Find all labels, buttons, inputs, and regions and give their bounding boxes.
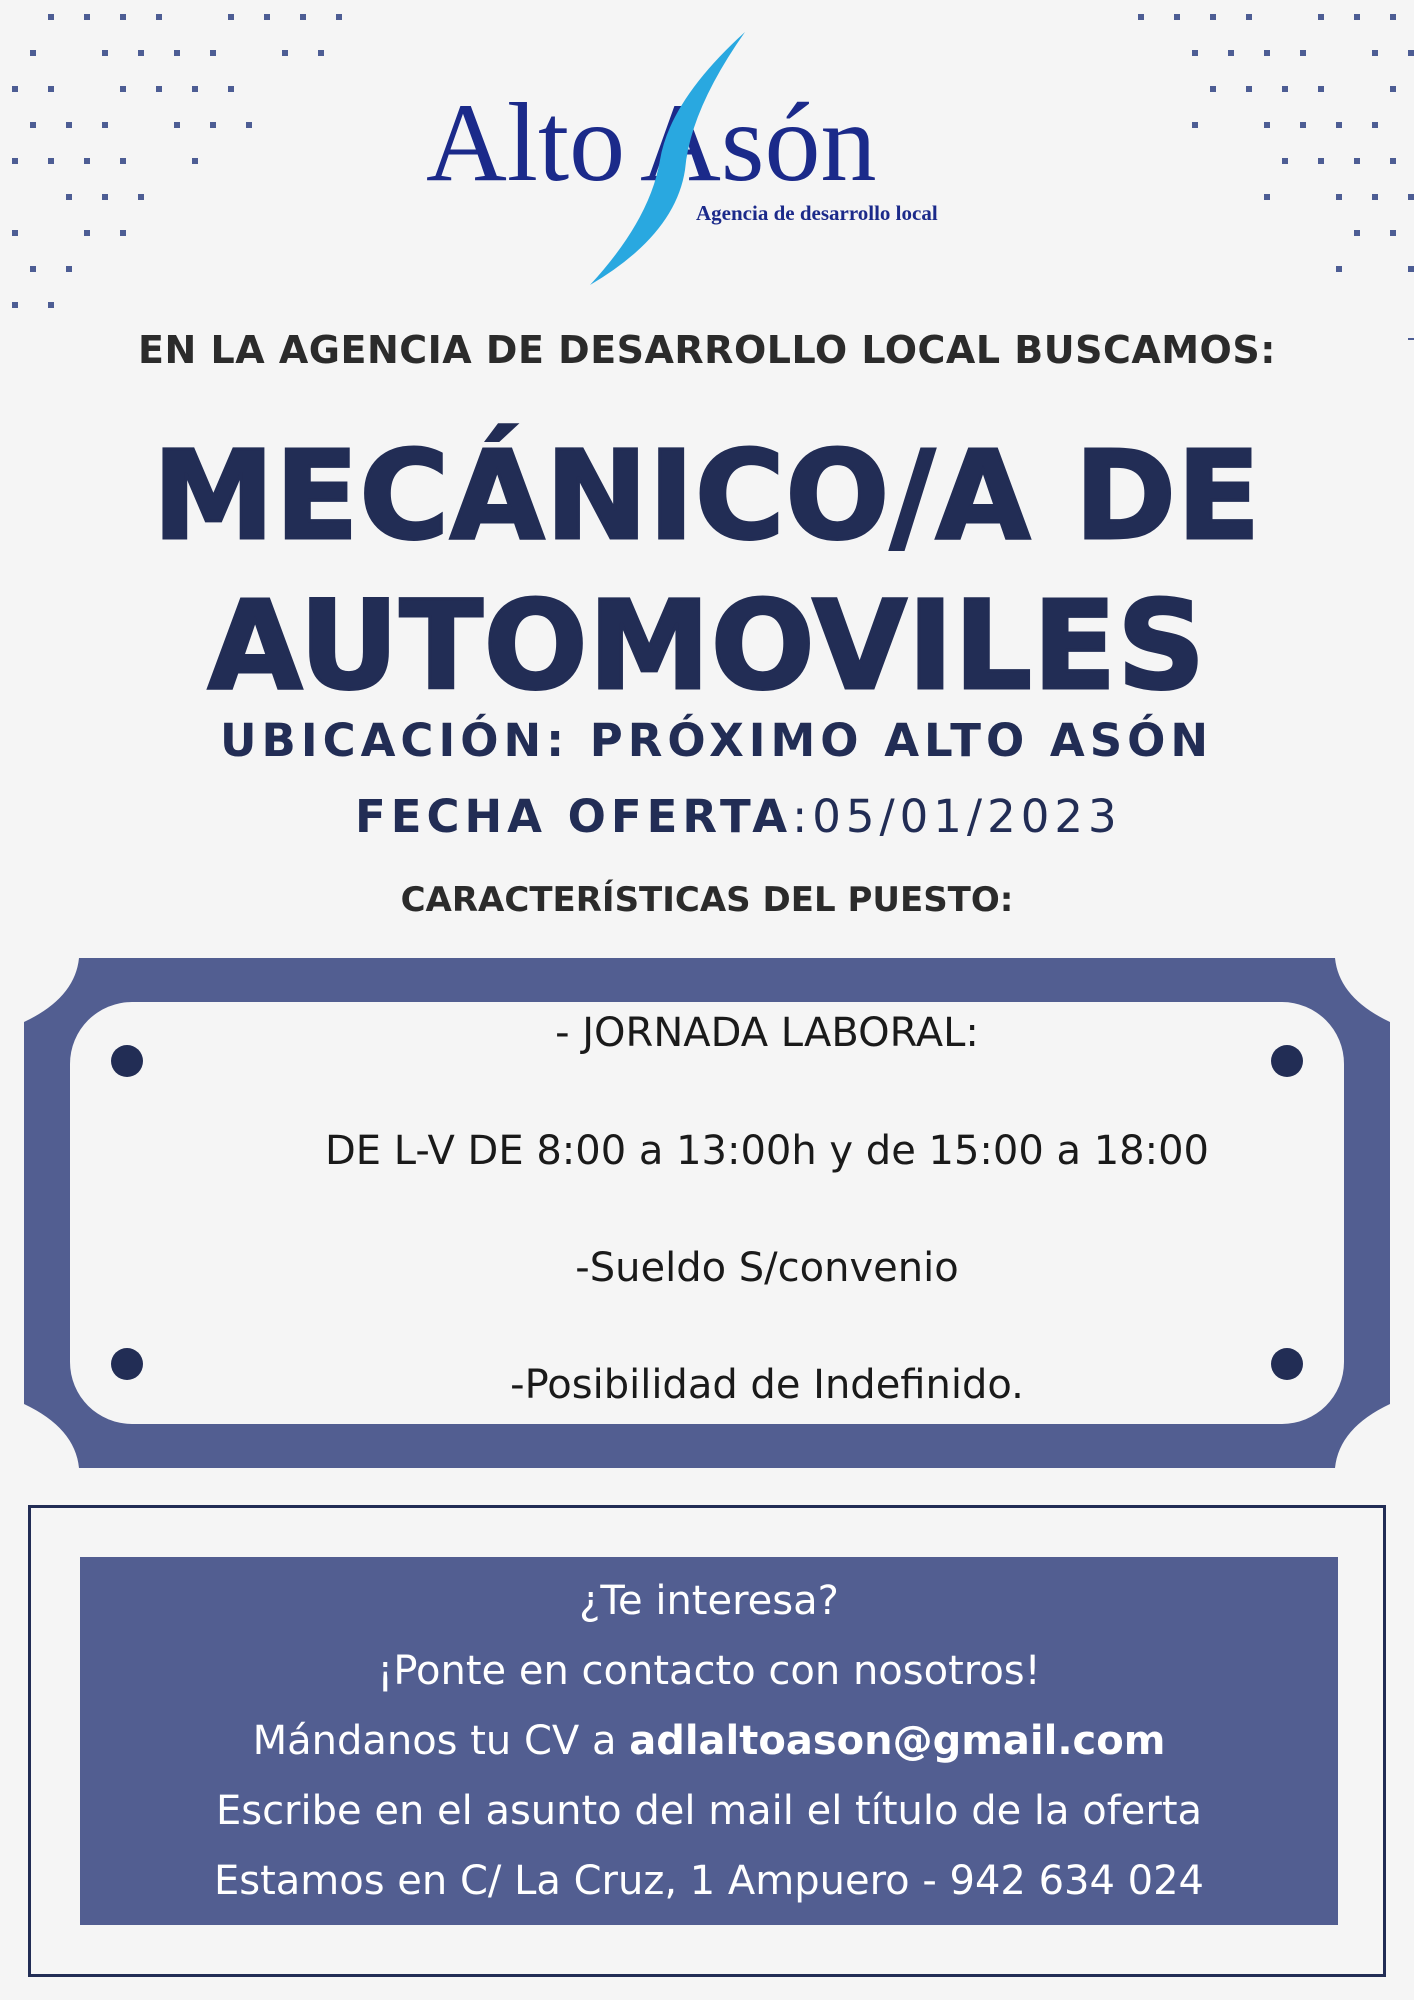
decorative-dot <box>1282 86 1288 92</box>
decorative-dot <box>318 50 324 56</box>
contact-address-phone: Estamos en C/ La Cruz, 1 Ampuero - 942 634 024 <box>214 1858 1204 1904</box>
decorative-dot <box>138 50 144 56</box>
decorative-dot <box>1372 122 1378 128</box>
offer-date-value: :05/01/2023 <box>792 790 1122 843</box>
decorative-dot <box>1300 122 1306 128</box>
decorative-dot <box>1282 158 1288 164</box>
decorative-dot <box>1354 14 1360 20</box>
decorative-dot <box>1408 266 1414 272</box>
decorative-dot <box>264 14 270 20</box>
decorative-dot <box>1228 50 1234 56</box>
feature-item: -Posibilidad de Indefinido. <box>510 1362 1024 1408</box>
decorative-dot <box>192 86 198 92</box>
decorative-dot <box>1300 50 1306 56</box>
decorative-dot <box>156 86 162 92</box>
decorative-dot <box>210 122 216 128</box>
decorative-dot <box>1318 86 1324 92</box>
decorative-dot <box>156 14 162 20</box>
dot-pattern-top-left <box>0 0 360 340</box>
decorative-dot <box>120 158 126 164</box>
decorative-dot <box>300 14 306 20</box>
decorative-dot <box>84 14 90 20</box>
logo-name-alto: Alto <box>426 81 626 205</box>
decorative-dot <box>1336 194 1342 200</box>
decorative-dot <box>30 50 36 56</box>
decorative-dot <box>48 158 54 164</box>
decorative-dot <box>102 194 108 200</box>
decorative-dot <box>102 122 108 128</box>
decorative-dot <box>102 50 108 56</box>
alto-ason-logo <box>400 20 1020 300</box>
logo-tagline: Agencia de desarrollo local <box>696 201 938 225</box>
decorative-dot <box>1246 86 1252 92</box>
decorative-dot <box>12 86 18 92</box>
decorative-dot <box>66 194 72 200</box>
decorative-dot <box>1318 158 1324 164</box>
decorative-dot <box>84 158 90 164</box>
plaque-inner <box>70 1002 1344 1424</box>
logo-name-ason: Asón <box>640 81 877 205</box>
decorative-dot <box>210 50 216 56</box>
contact-send-cv-text: Mándanos tu CV a <box>252 1718 630 1764</box>
decorative-dot <box>12 302 18 308</box>
feature-item: DE L-V DE 8:00 a 13:00h y de 15:00 a 18:00 <box>324 1128 1210 1174</box>
feature-item: - JORNADA LABORAL: <box>555 1010 979 1056</box>
decorative-dot <box>48 302 54 308</box>
decorative-dot <box>1174 14 1180 20</box>
decorative-dot <box>1264 50 1270 56</box>
decorative-dot <box>192 158 198 164</box>
decorative-dot <box>84 230 90 236</box>
decorative-dot <box>1210 14 1216 20</box>
decorative-dot <box>1264 194 1270 200</box>
decorative-dot <box>1390 230 1396 236</box>
decorative-dot <box>1354 230 1360 236</box>
decorative-dot <box>1336 266 1342 272</box>
decorative-dot <box>48 14 54 20</box>
feature-item: -Sueldo S/convenio <box>575 1245 959 1291</box>
decorative-dot <box>138 194 144 200</box>
location: UBICACIÓN: PRÓXIMO ALTO ASÓN <box>220 714 1214 767</box>
decorative-dot <box>120 14 126 20</box>
decorative-dot <box>1138 14 1144 20</box>
decorative-dot <box>1408 50 1414 56</box>
decorative-dot <box>1408 194 1414 200</box>
decorative-dot <box>48 86 54 92</box>
decorative-dot <box>1390 14 1396 20</box>
contact-email[interactable]: adlaltoason@gmail.com <box>629 1718 1166 1764</box>
decorative-dot <box>1210 86 1216 92</box>
decorative-dot <box>66 122 72 128</box>
contact-send-cv <box>80 1718 1338 1764</box>
decorative-dot <box>228 14 234 20</box>
decorative-dot <box>12 158 18 164</box>
decorative-dot <box>1318 14 1324 20</box>
decorative-dot <box>1246 14 1252 20</box>
contact-subject-instruction: Escribe en el asunto del mail el título de la oferta <box>215 1788 1203 1834</box>
decorative-dot <box>120 86 126 92</box>
headline: EN LA AGENCIA DE DESARROLLO LOCAL BUSCAMOS: <box>138 328 1276 372</box>
decorative-dot <box>1372 50 1378 56</box>
job-title-line-1: MECÁNICO/A DE <box>152 425 1262 567</box>
decorative-dot <box>30 266 36 272</box>
decorative-dot <box>30 122 36 128</box>
decorative-dot <box>1354 158 1360 164</box>
contact-question: ¿Te interesa? <box>579 1578 839 1624</box>
decorative-dot <box>228 86 234 92</box>
decorative-dot <box>1192 122 1198 128</box>
decorative-dot <box>1264 122 1270 128</box>
decorative-dot <box>1192 50 1198 56</box>
decorative-dot <box>174 122 180 128</box>
decorative-dot <box>246 122 252 128</box>
decorative-dot <box>1390 158 1396 164</box>
offer-date <box>355 790 1122 843</box>
job-title-line-2: AUTOMOVILES <box>207 575 1207 717</box>
decorative-dot <box>12 230 18 236</box>
decorative-dot <box>174 50 180 56</box>
decorative-dot <box>1372 194 1378 200</box>
decorative-dot <box>1390 86 1396 92</box>
features-heading: CARACTERÍSTICAS DEL PUESTO: <box>400 880 1014 920</box>
decorative-dot <box>120 230 126 236</box>
dot-pattern-top-right <box>1090 0 1414 340</box>
decorative-dot <box>66 266 72 272</box>
decorative-dot <box>336 14 342 20</box>
offer-date-label: FECHA OFERTA <box>355 790 793 843</box>
contact-call-to-action: ¡Ponte en contacto con nosotros! <box>377 1648 1041 1694</box>
decorative-dot <box>1336 122 1342 128</box>
decorative-dot <box>282 50 288 56</box>
